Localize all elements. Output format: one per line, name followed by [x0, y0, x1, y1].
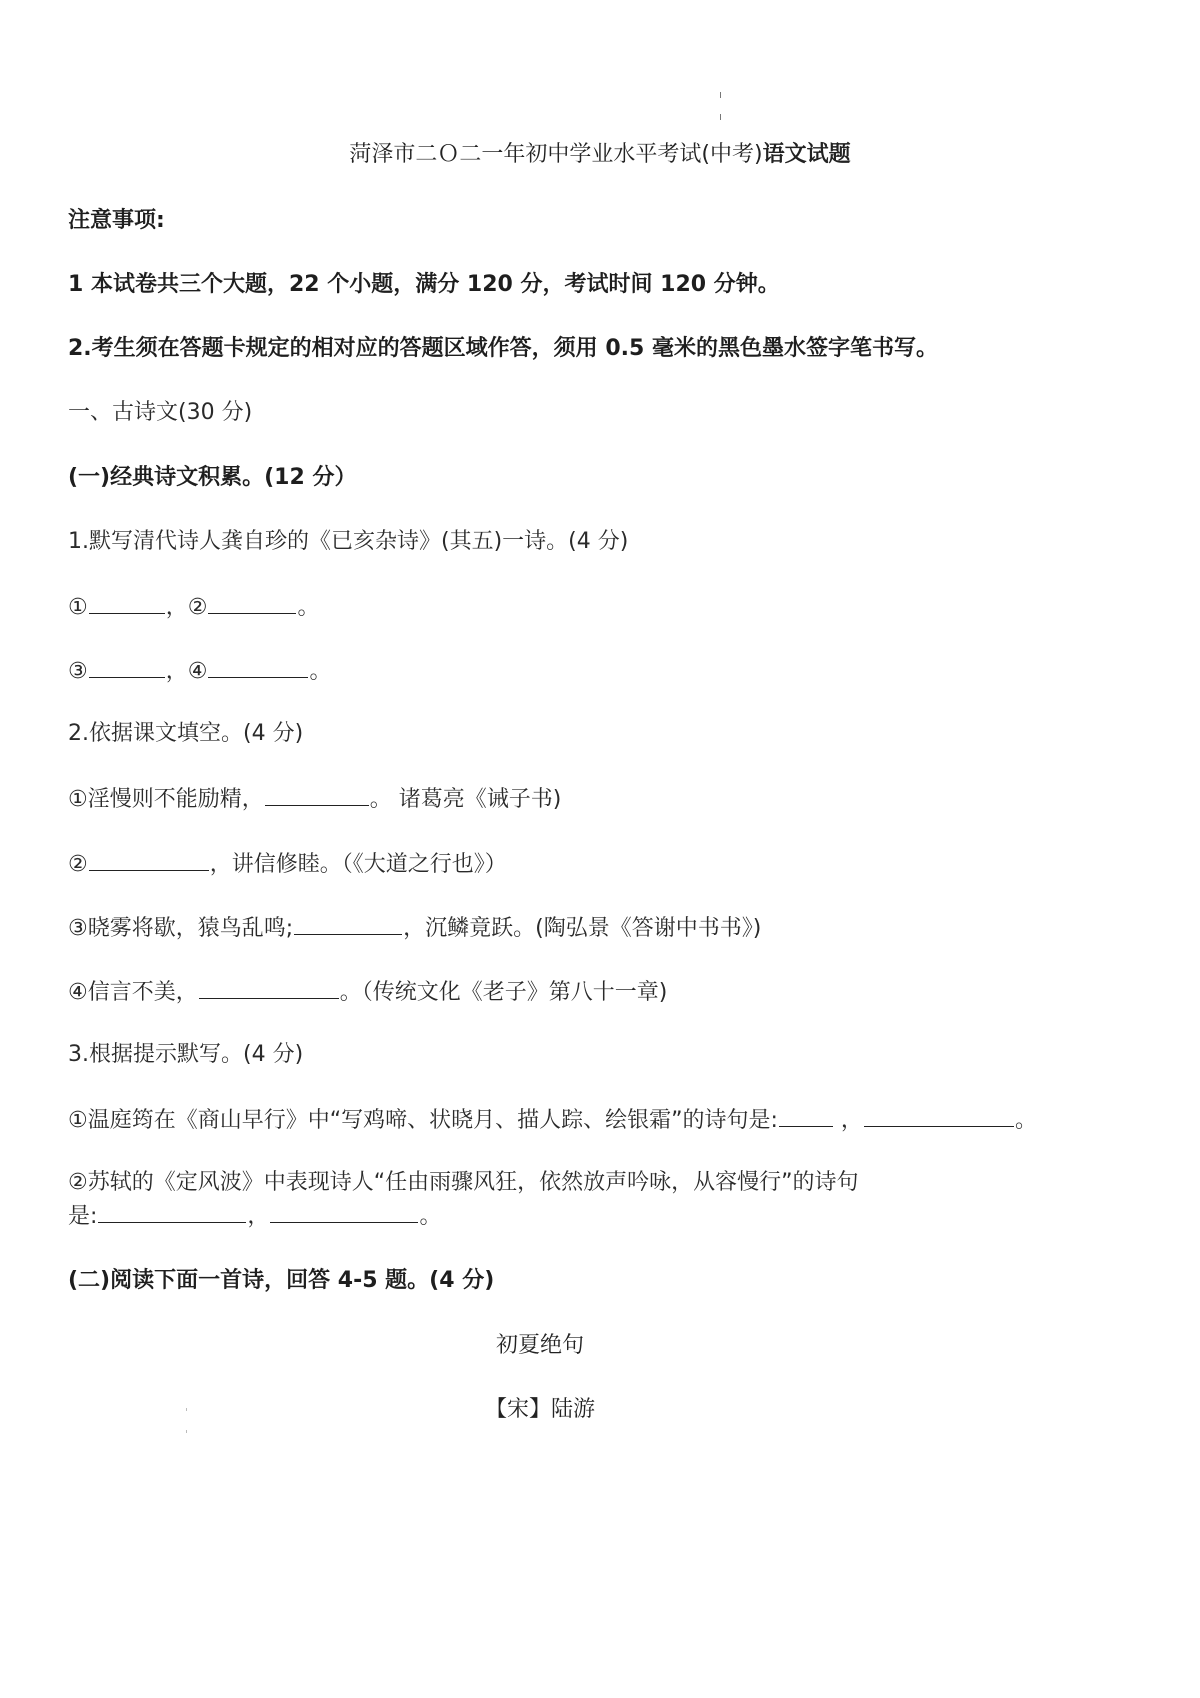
answer-blank[interactable]	[294, 912, 402, 935]
answer-prefix: 是:	[68, 1204, 98, 1229]
line-end: 。	[1014, 1108, 1037, 1133]
item-text: ②	[68, 852, 88, 877]
item-text: ②苏轼的《定风波》中表现诗人“任由雨骤风狂，依然放声吟咏，从容慢行”的诗句	[68, 1170, 859, 1195]
item-source: 。 诸葛亮《诫子书)	[369, 787, 562, 812]
separator: ，④	[165, 659, 208, 684]
exam-title-bold: 语文试题	[762, 142, 851, 167]
notice-heading: 注意事项:	[68, 208, 165, 233]
exam-title	[0, 140, 1200, 170]
poem-title: 初夏绝句	[495, 1333, 584, 1358]
question-3-prompt: 3.根据提示默写。(4 分)	[68, 1042, 304, 1067]
answer-blank[interactable]	[98, 1200, 246, 1223]
notice-item-2: 2.考生须在答题卡规定的相对应的答题区域作答，须用 0.5 毫米的黑色墨水签字笔书写。	[68, 336, 938, 361]
separator: ，	[833, 1108, 863, 1133]
item-source: 。（传统文化《老子》第八十一章)	[339, 980, 668, 1005]
item-text: ①淫慢则不能励精，	[68, 787, 264, 812]
item-text: ③晓雾将歇，猿鸟乱鸣;	[68, 916, 294, 941]
question-1-line-1	[68, 591, 319, 623]
scan-mark	[186, 1408, 187, 1411]
marker: ③	[68, 659, 88, 684]
item-text: ④信言不美，	[68, 980, 198, 1005]
answer-blank[interactable]	[864, 1104, 1014, 1127]
marker: ①	[68, 595, 88, 620]
exam-title-regular: 菏泽市二Ｏ二一年初中学业水平考试(中考)	[349, 142, 763, 167]
answer-blank[interactable]	[270, 1200, 418, 1223]
question-2-item-2	[68, 848, 507, 880]
answer-blank[interactable]	[89, 591, 165, 614]
poem-author: 【宋】陆游	[484, 1397, 595, 1422]
item-text: ①温庭筠在《商山早行》中“写鸡啼、状晓月、描人踪、绘银霜”的诗句是:	[68, 1108, 778, 1133]
notice-item-1: 1 本试卷共三个大题，22 个小题，满分 120 分，考试时间 120 分钟。	[68, 272, 780, 297]
part1-heading: (一)经典诗文积累。(12 分）	[68, 465, 357, 490]
scan-mark	[720, 114, 721, 120]
line-end: 。	[419, 1204, 442, 1229]
part2-heading: (二)阅读下面一首诗，回答 4-5 题。(4 分)	[68, 1268, 495, 1293]
separator: ，	[247, 1204, 270, 1229]
answer-blank[interactable]	[779, 1104, 833, 1127]
item-source: ，沉鳞竟跃。(陶弘景《答谢中书书》)	[403, 916, 762, 941]
answer-blank[interactable]	[89, 655, 165, 678]
question-2-item-4	[68, 976, 667, 1008]
question-2-item-1	[68, 783, 561, 815]
answer-blank[interactable]	[265, 783, 369, 806]
line-end: 。	[309, 659, 332, 684]
scan-mark	[720, 92, 721, 98]
question-1-line-2	[68, 655, 331, 687]
question-3-item-2	[68, 1166, 1128, 1234]
question-2-prompt: 2.依据课文填空。(4 分)	[68, 721, 304, 746]
answer-blank[interactable]	[89, 848, 209, 871]
line-end: 。	[297, 595, 320, 620]
answer-blank[interactable]	[199, 976, 339, 999]
separator: ，②	[165, 595, 208, 620]
question-3-item-1	[68, 1104, 1037, 1136]
question-1-prompt: 1.默写清代诗人龚自珍的《已亥杂诗》(其五)一诗。(4 分)	[68, 529, 629, 554]
item-answer-line	[68, 1200, 1128, 1234]
question-2-item-3	[68, 912, 761, 944]
section-heading: 一、古诗文(30 分)	[68, 400, 253, 425]
scan-mark	[186, 1430, 187, 1433]
answer-blank[interactable]	[208, 655, 308, 678]
item-source: ，讲信修睦。（《大道之行也》）	[209, 852, 507, 877]
answer-blank[interactable]	[208, 591, 296, 614]
